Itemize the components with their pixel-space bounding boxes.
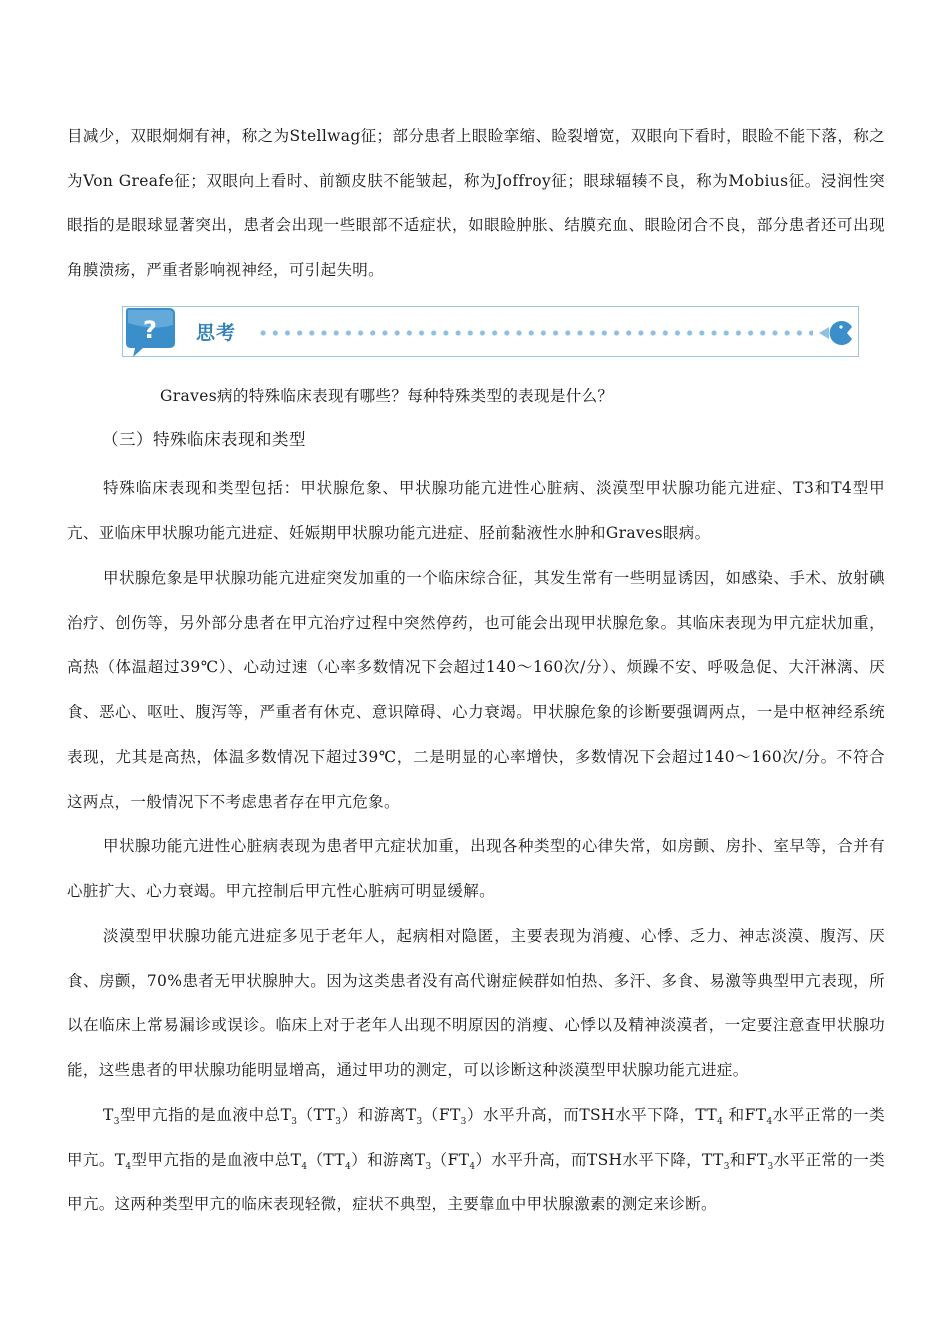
text-run: 水平正常的一类甲亢。这两种类型甲亢的临床表现轻微，症状不典型，主要靠血中甲状腺激素的测定来诊断。 <box>67 1150 885 1214</box>
text-run: 型甲亢指的是血液中总T <box>119 1106 292 1124</box>
text-run: （TT <box>297 1106 336 1124</box>
subscript: 3 <box>425 1161 432 1172</box>
text-run: 和FT <box>723 1106 767 1124</box>
subscript: 3 <box>767 1161 774 1172</box>
subscript: 3 <box>723 1161 730 1172</box>
think-banner <box>122 306 859 357</box>
text-run: 和FT <box>729 1150 768 1169</box>
svg-text:?: ? <box>143 316 157 344</box>
intro-paragraph: 目减少，双眼炯炯有神，称之为Stellwag征；部分患者上眼睑挛缩、睑裂增宽，双眼向下看时，眼睑不能下落，称之为Von Greafe征；双眼向上看时、前额皮肤不能皱起，称为Joffroy征；眼球辐辏不良，称为Mobius征。浸润性突眼指的是眼球显著突出，患者会出现一些眼部不适症状，如眼睑肿胀、结膜充血、眼睑闭合不良，部分患者还可出现角膜溃疡，严重者影响视神经，可引起失明。 <box>67 127 885 280</box>
subscript: 4 <box>717 1117 724 1127</box>
text-run: （TT <box>307 1150 346 1169</box>
text-run: ）和游离T <box>351 1150 426 1169</box>
question-speech-bubble-icon <box>123 307 183 358</box>
subscript: 4 <box>469 1161 476 1172</box>
text-run: （FT <box>422 1106 461 1124</box>
text-run: ）水平升高，而TSH水平下降，TT <box>466 1106 718 1124</box>
subscript: 4 <box>345 1161 352 1172</box>
paragraph-special-types: 特殊临床表现和类型包括：甲状腺危象、甲状腺功能亢进性心脏病、淡漠型甲状腺功能亢进症、T3和T4型甲亢、亚临床甲状腺功能亢进症、妊娠期甲状腺功能亢进症、胫前黏液性水肿和Graves眼病。 <box>67 479 885 542</box>
text-run: 水平正常的一类甲亢。T <box>67 1106 885 1169</box>
paragraph-apathetic-hyperthyroidism: 淡漠型甲状腺功能亢进症多见于老年人，起病相对隐匿，主要表现为消瘦、心悸、乏力、神志淡漠、腹泻、厌食、房颤，70%患者无甲状腺肿大。因为这类患者没有高代谢症候群如怕热、多汗、多食、易激等典型甲亢表现，所以在临床上常易漏诊或误诊。临床上对于老年人出现不明原因的消瘦、心悸以及精神淡漠者，一定要注意查甲状腺功能，这些患者的甲状腺功能明显增高，通过甲功的测定，可以诊断这种淡漠型甲状腺功能亢进症。 <box>67 927 885 1080</box>
think-title: 思考 <box>196 322 237 344</box>
subscript: 4 <box>125 1161 132 1172</box>
subscript: 3 <box>113 1117 120 1127</box>
subscript: 4 <box>301 1161 308 1172</box>
pacman-arrow-icon <box>819 318 853 348</box>
text-run: ）水平升高，而TSH水平下降，TT <box>475 1150 724 1169</box>
paragraph-thyroid-heart-disease: 甲状腺功能亢进性心脏病表现为患者甲亢症状加重，出现各种类型的心律失常，如房颤、房扑、室早等，合并有心脏扩大、心力衰竭。甲亢控制后甲亢性心脏病可明显缓解。 <box>67 837 885 900</box>
paragraph-thyroid-crisis: 甲状腺危象是甲状腺功能亢进症突发加重的一个临床综合征，其发生常有一些明显诱因，如感染、手术、放射碘治疗、创伤等，另外部分患者在甲亢治疗过程中突然停药，也可能会出现甲状腺危象。其临床表现为甲亢症状加重，高热（体温超过39℃）、心动过速（心率多数情况下会超过140～160次/分）、烦躁不安、呼吸急促、大汗淋漓、厌食、恶心、呕吐、腹泻等，严重者有休克、意识障碍、心力衰竭。甲状腺危象的诊断要强调两点，一是中枢神经系统表现，尤其是高热，体温多数情况下超过39℃，二是明显的心率增快，多数情况下会超过140～160次/分。不符合这两点，一般情况下不考虑患者存在甲亢危象。 <box>67 569 885 811</box>
think-question: Graves病的特殊临床表现有哪些？每种特殊类型的表现是什么？ <box>160 387 614 405</box>
subscript: 3 <box>460 1117 467 1127</box>
subscript: 4 <box>766 1117 773 1127</box>
section-heading: （三）特殊临床表现和类型 <box>102 430 306 449</box>
paragraph-t3-t4-hyperthyroidism <box>67 1093 885 1227</box>
subscript: 3 <box>416 1117 423 1127</box>
text-run: T <box>103 1106 114 1124</box>
text-run: 型甲亢指的是血液中总T <box>131 1150 302 1169</box>
subscript: 3 <box>291 1117 298 1127</box>
text-run: ）和游离T <box>341 1106 417 1124</box>
text-run: （FT <box>431 1150 470 1169</box>
subscript: 3 <box>335 1117 342 1127</box>
dotted-divider <box>257 328 813 338</box>
